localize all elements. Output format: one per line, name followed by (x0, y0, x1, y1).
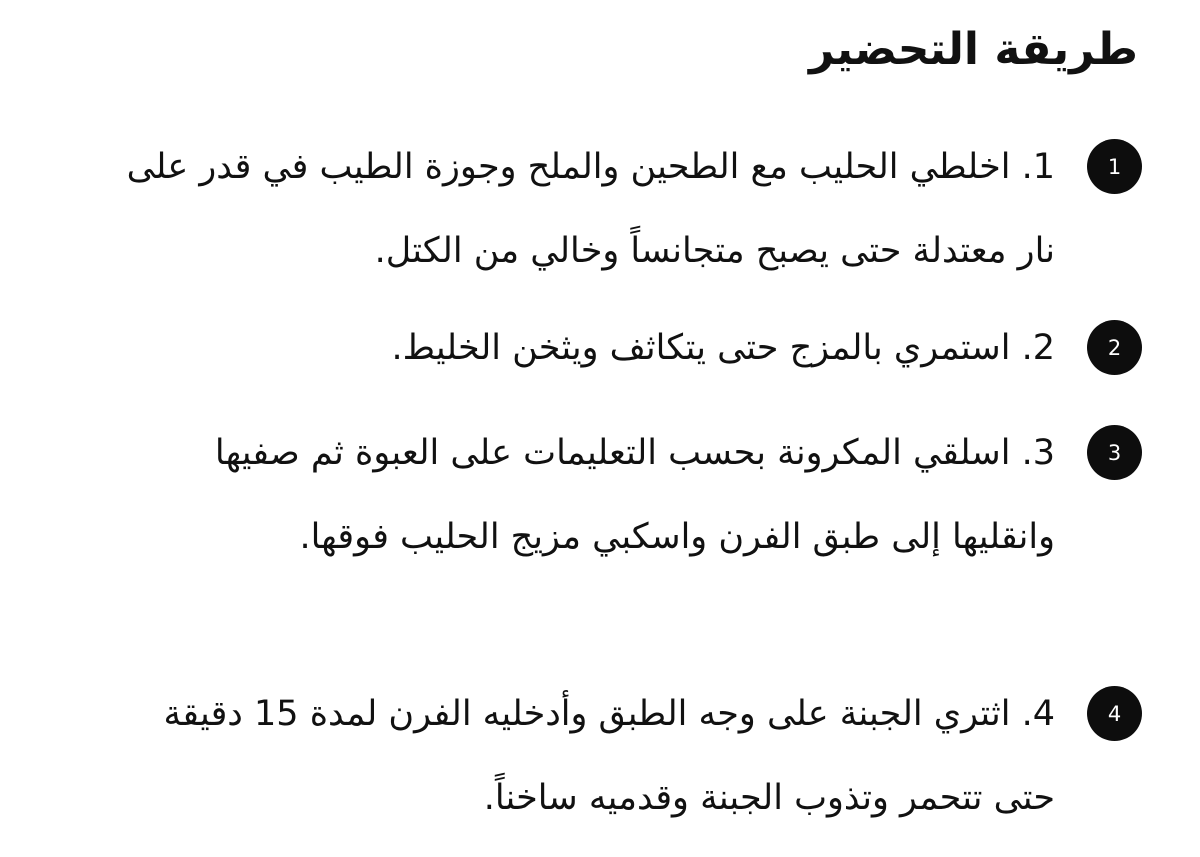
step-number-badge: 2 (1087, 320, 1142, 375)
step-text: 3. اسلقي المكرونة بحسب التعليمات على العبوة ثم صفيها وانقليها إلى طبق الفرن واسكبي مزيج الحليب فوقها. (214, 433, 1055, 557)
step-text: 4. اثتري الجبنة على وجه الطبق وأدخليه الفرن لمدة 15 دقيقة حتى تتحمر وتذوب الجبنة وقدميه ساخناً. (163, 694, 1055, 818)
step-text: 1. اخلطي الحليب مع الطحين والملح وجوزة الطيب في قدر على نار معتدلة حتى يصبح متجانساً وخالي من الكتل. (126, 147, 1055, 271)
step-number-badge: 1 (1087, 139, 1142, 194)
step-item (122, 306, 1142, 390)
step-number-badge: 4 (1087, 686, 1142, 741)
step-item (122, 125, 1142, 293)
step-text: 2. استمري بالمزج حتى يتكاثف ويثخن الخليط. (391, 328, 1055, 368)
step-item (122, 672, 1142, 840)
step-item (122, 411, 1142, 579)
step-number-badge: 3 (1087, 425, 1142, 480)
page-title: طريقة التحضير (809, 24, 1138, 75)
